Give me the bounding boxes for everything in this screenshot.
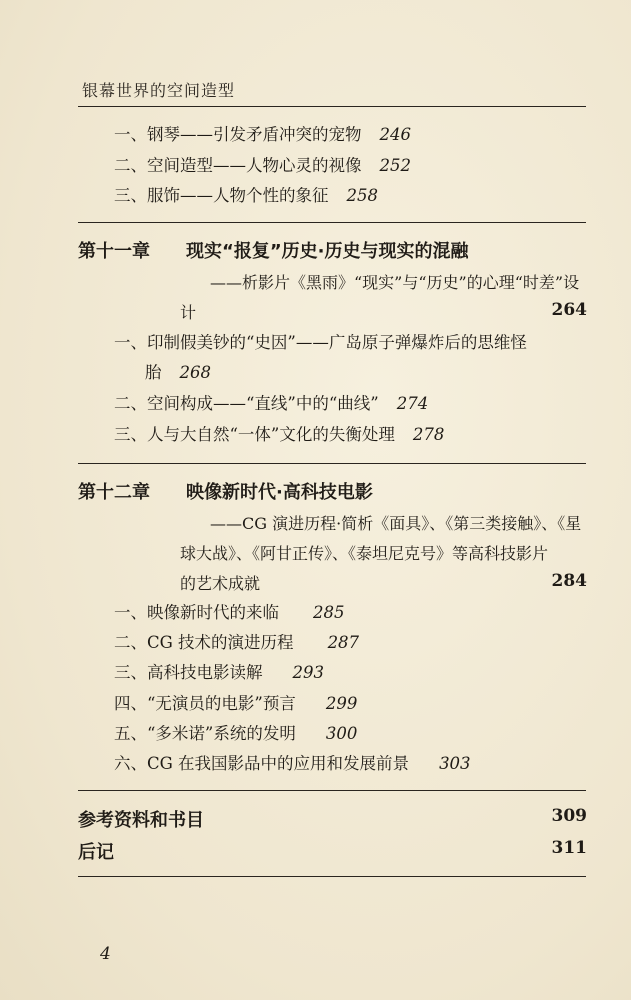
- chapter-page-number: 264: [551, 300, 587, 320]
- toc-item[interactable]: 一、印制假美钞的“史因”——广岛原子弹爆炸后的思维怪: [114, 333, 527, 352]
- section-rule: [78, 222, 586, 223]
- toc-item[interactable]: 一、映像新时代的来临 285: [114, 603, 345, 622]
- page-number: 268: [179, 363, 211, 382]
- toc-afterword[interactable]: 后记: [78, 842, 114, 863]
- toc-references[interactable]: 参考资料和书目: [78, 810, 204, 831]
- toc-item[interactable]: 一、钢琴——引发矛盾冲突的宠物 246: [114, 125, 411, 144]
- page-number: 303: [439, 754, 471, 773]
- page-number: 299: [325, 694, 358, 713]
- chapter-page-number: 284: [551, 571, 587, 591]
- chapter-subtitle-cont: 的艺术成就: [180, 574, 261, 593]
- chapter-number: 第十二章: [78, 482, 150, 503]
- toc-item[interactable]: 三、服饰——人物个性的象征 258: [114, 186, 378, 205]
- folio-page-number: 4: [100, 944, 111, 964]
- chapter-subtitle-cont: 球大战》、《阿甘正传》、《泰坦尼克号》等高科技影片: [180, 544, 549, 563]
- chapter-page-number: 309: [551, 806, 587, 826]
- section-rule: [78, 790, 586, 791]
- toc-item[interactable]: 三、人与大自然“一体”文化的失衡处理 278: [114, 425, 445, 444]
- toc-item[interactable]: 二、CG 技术的演进历程 287: [114, 633, 360, 652]
- chapter-heading[interactable]: [78, 240, 469, 264]
- toc-item[interactable]: 五、“多米诺”系统的发明 300: [114, 724, 358, 743]
- toc-item[interactable]: 三、高科技电影读解 293: [114, 663, 324, 682]
- toc-item[interactable]: 二、空间造型——人物心灵的视像 252: [114, 156, 411, 175]
- page-number: 293: [292, 663, 324, 682]
- toc-item[interactable]: 四、“无演员的电影”预言 299: [114, 694, 358, 713]
- chapter-number: 第十一章: [78, 241, 150, 262]
- chapter-subtitle-cont: 计: [180, 303, 197, 322]
- running-head: 银幕世界的空间造型: [82, 81, 236, 100]
- page-number: 287: [327, 633, 360, 652]
- page-number: 246: [379, 125, 411, 144]
- toc-item[interactable]: 六、CG 在我国影品中的应用和发展前景 303: [114, 754, 471, 773]
- chapter-title: 现实“报复”历史·历史与现实的混融: [186, 241, 469, 262]
- toc-item-cont: 胎 268: [145, 363, 211, 382]
- toc-item[interactable]: 二、空间构成——“直线”中的“曲线” 274: [114, 394, 429, 413]
- chapter-subtitle: ——CG 演进历程·简析《面具》、《第三类接触》、《星: [210, 514, 582, 533]
- chapter-page-number: 311: [551, 838, 587, 858]
- chapter-heading[interactable]: [78, 481, 373, 505]
- chapter-subtitle: ——析影片《黑雨》“现实”与“历史”的心理“时差”设: [210, 273, 580, 292]
- page-number: 252: [379, 156, 411, 175]
- page-number: 258: [346, 186, 378, 205]
- chapter-title: 映像新时代·高科技电影: [186, 482, 373, 503]
- section-rule: [78, 876, 586, 877]
- page-number: 300: [325, 724, 358, 743]
- page-number: 285: [313, 603, 345, 622]
- page-number: 278: [412, 425, 445, 444]
- header-rule: [78, 106, 586, 107]
- page-number: 274: [396, 394, 429, 413]
- section-rule: [78, 463, 586, 464]
